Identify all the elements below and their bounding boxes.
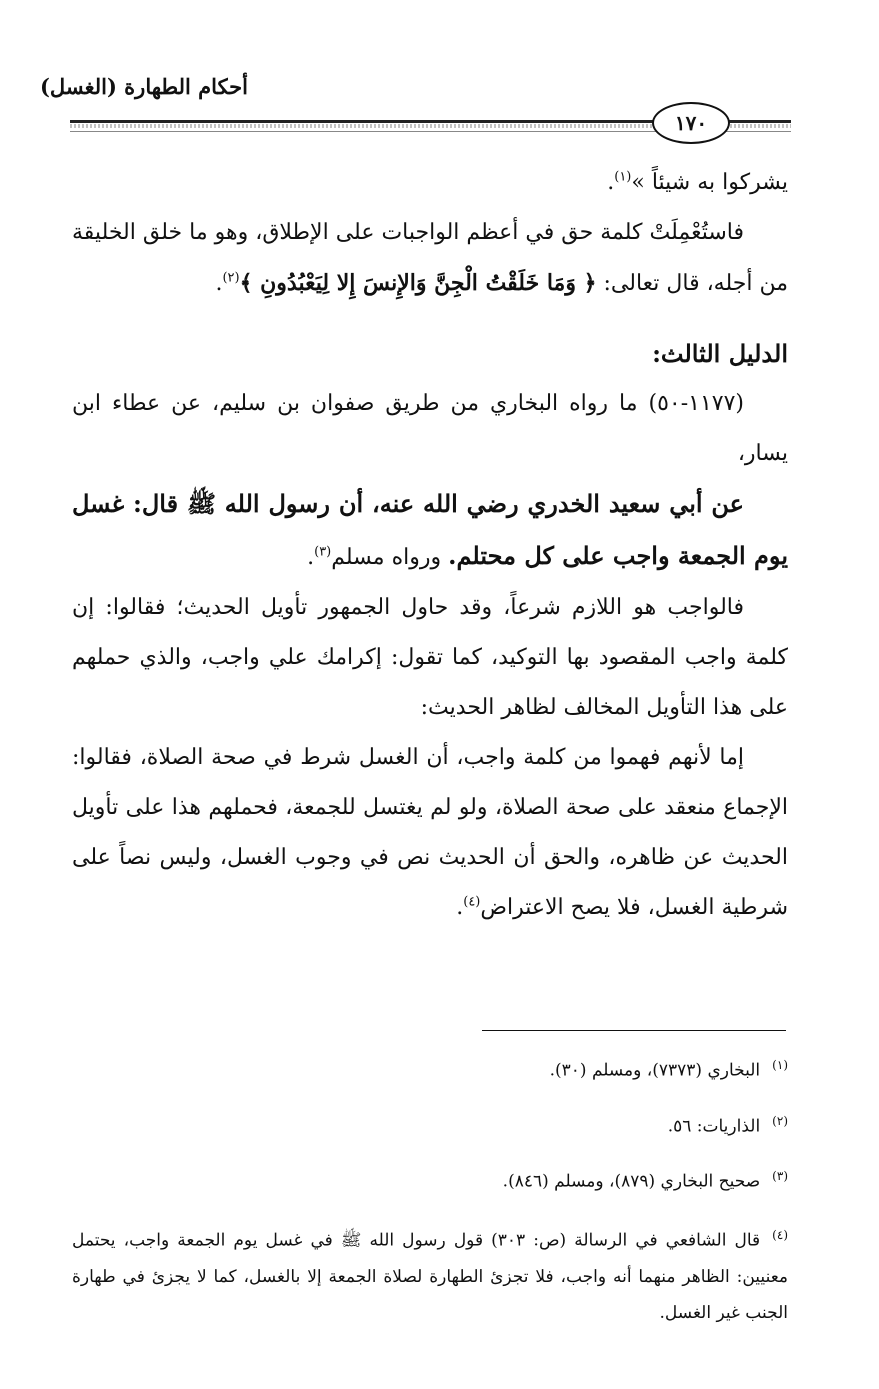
- hadith-end: .: [307, 545, 315, 570]
- paragraph-2-text: فاستُعْمِلَتْ كلمة حق في أعظم الواجبات على الإطلاق، وهو ما خلق الخليقة من أجله، قال تعالى:: [72, 220, 788, 296]
- page-number: ١٧٠: [652, 102, 730, 144]
- paragraph-3: (١١٧٧-٥٠) ما رواه البخاري من طريق صفوان بن سليم، عن عطاء ابن يسار،: [72, 391, 788, 466]
- footnote-number: (٤): [772, 1227, 788, 1242]
- hadith-paragraph: [72, 479, 788, 583]
- footnote-text: البخاري (٧٣٧٣)، ومسلم (٣٠).: [549, 1060, 761, 1081]
- hadith-source: ورواه مسلم: [331, 545, 449, 570]
- running-title: أحكام الطهارة (الغسل): [40, 74, 248, 99]
- paragraph-1-end: .: [607, 170, 615, 195]
- footnote-2: [72, 1106, 788, 1142]
- paragraph-5-end: .: [456, 895, 464, 920]
- quran-verse: ﴿ وَمَا خَلَقْتُ الْجِنَّ وَالإِنسَ إِلا لِيَعْبُدُونِ ﴾: [239, 270, 597, 296]
- paragraph-5-text: إما لأنهم فهموا من كلمة واجب، أن الغسل شرط في صحة الصلاة، فقالوا: الإجماع منعقد على صحة الصلاة، ولو لم يغتسل للجمعة، فحملهم هذا على تأويل الحديث عن ظاهره، والحق أن الحديث نص في وجوب الغسل، وليس نصاً على شرطية الغسل، فلا يصح الاعتراض: [72, 745, 788, 920]
- footnote-ref-4: (٤): [463, 894, 481, 910]
- paragraph-1-text: يشركوا به شيئاً »: [631, 170, 788, 195]
- footnote-4: [72, 1217, 788, 1331]
- hadith-text: عن أبي سعيد الخدري رضي الله عنه، أن رسول الله ﷺ قال: غسل يوم الجمعة واجب على كل محتلم.: [72, 489, 788, 570]
- footnote-number: (١): [772, 1058, 788, 1072]
- footnote-3: [72, 1161, 788, 1197]
- section-heading: الدليل الثالث:: [652, 339, 788, 368]
- footnote-ref-2: (٢): [222, 270, 240, 286]
- footnote-number: (٣): [772, 1169, 788, 1184]
- paragraph-4: فالواجب هو اللازم شرعاً، وقد حاول الجمهور تأويل الحديث؛ فقالوا: إن كلمة واجب المقصود بها التوكيد، كما تقول: إكرامك علي واجب، والذي حملهم على هذا التأويل المخالف لظاهر الحديث:: [72, 595, 788, 720]
- footnote-ref-3: (٣): [314, 544, 332, 560]
- footnote-ref-1: (١): [614, 169, 632, 185]
- paragraph-5: [72, 733, 788, 933]
- footnote-1: [72, 1050, 788, 1086]
- footnote-text: الذاريات: ٥٦.: [667, 1116, 761, 1137]
- paragraph-1: [72, 158, 788, 208]
- footnote-text: قال الشافعي في الرسالة (ص: ٣٠٣) قول رسول الله ﷺ في غسل يوم الجمعة واجب، يحتمل معنيين: الظاهر منهما أنه واجب، فلا تجزئ الطهارة لصلاة الجمعة إلا بالغسل، كما لا يجزئ في طهارة الجنب غير الغسل.: [72, 1230, 788, 1323]
- footnote-rule: [482, 1030, 786, 1031]
- paragraph-2: [72, 208, 788, 309]
- footnote-number: (٢): [772, 1113, 788, 1128]
- footnotes: [72, 1050, 788, 1331]
- footnote-text: صحيح البخاري (٨٧٩)، ومسلم (٨٤٦).: [502, 1171, 761, 1192]
- paragraph-2-end: .: [215, 271, 223, 296]
- main-text: [72, 158, 788, 933]
